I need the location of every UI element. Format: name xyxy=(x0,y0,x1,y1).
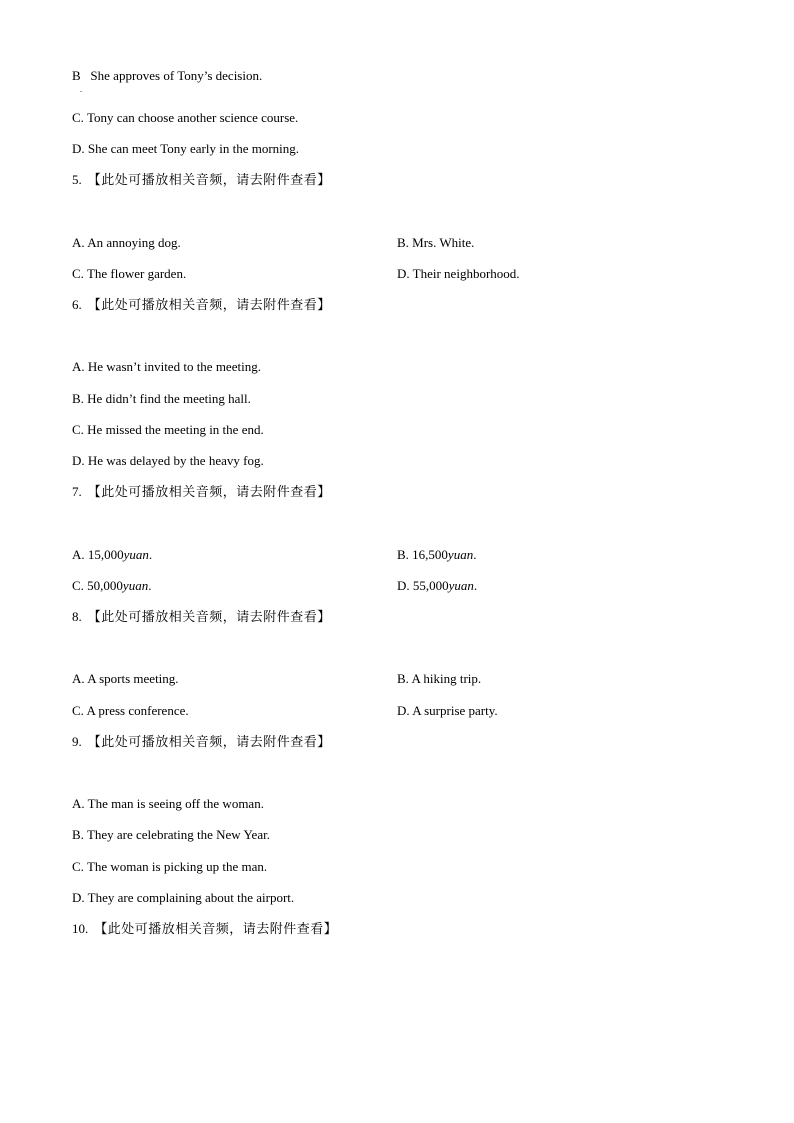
audio-placeholder: 【此处可播放相关音频，请去附件查看】 xyxy=(94,921,338,936)
option-text: A surprise party. xyxy=(412,703,498,718)
q5-option-a xyxy=(72,235,181,251)
option-amount: 50,000 xyxy=(87,578,123,593)
option-letter: C. xyxy=(72,578,84,593)
option-amount: 15,000 xyxy=(87,547,124,562)
option-letter: D. xyxy=(397,703,410,718)
option-letter: B xyxy=(72,68,81,83)
option-letter: D. xyxy=(72,141,85,156)
option-letter: B. xyxy=(397,235,409,250)
option-letter: A. xyxy=(72,235,85,250)
option-text: He didn’t find the meeting hall. xyxy=(87,391,251,406)
option-letter: B. xyxy=(72,827,84,842)
audio-placeholder: 【此处可播放相关音频，请去附件查看】 xyxy=(87,297,331,312)
option-letter: C. xyxy=(72,703,84,718)
option-text: The woman is picking up the man. xyxy=(86,859,268,874)
option-text: An annoying dog. xyxy=(87,235,181,250)
q7-option-a: A. 15,000yuan. xyxy=(72,547,153,562)
q10-stem xyxy=(72,921,337,937)
audio-placeholder: 【此处可播放相关音频，请去附件查看】 xyxy=(87,484,331,499)
audio-placeholder: 【此处可播放相关音频，请去附件查看】 xyxy=(87,609,331,624)
option-text: A hiking trip. xyxy=(411,671,482,686)
option-letter: D. xyxy=(397,266,410,281)
option-letter: C. xyxy=(72,422,84,437)
question-number: 6. xyxy=(72,297,82,312)
q9-option-a xyxy=(72,796,264,812)
q8-stem xyxy=(72,609,331,625)
q9-option-b xyxy=(72,827,270,843)
q4-option-d xyxy=(72,141,299,157)
option-amount: 16,500 xyxy=(412,547,448,562)
q7-option-d: D. 55,000yuan. xyxy=(397,578,478,593)
q7-option-c: C. 50,000yuan. xyxy=(72,578,152,593)
option-letter: B. xyxy=(72,391,84,406)
q5-stem xyxy=(72,172,331,188)
option-text: She approves of Tony’s decision. xyxy=(90,68,263,83)
option-letter: A. xyxy=(72,547,85,562)
currency-unit: yuan xyxy=(122,578,149,593)
option-letter: D. xyxy=(72,890,85,905)
audio-placeholder: 【此处可播放相关音频，请去附件查看】 xyxy=(87,734,331,749)
option-text: He wasn’t invited to the meeting. xyxy=(87,359,261,374)
option-text: Mrs. White. xyxy=(412,235,475,250)
question-number: 9. xyxy=(72,734,82,749)
option-text: A sports meeting. xyxy=(87,671,179,686)
option-text: Their neighborhood. xyxy=(412,266,520,281)
option-text: A press conference. xyxy=(86,703,189,718)
option-letter: A. xyxy=(72,359,85,374)
q6-option-d xyxy=(72,453,264,469)
q6-stem xyxy=(72,297,331,313)
audio-placeholder: 【此处可播放相关音频，请去附件查看】 xyxy=(87,172,331,187)
q4-option-c xyxy=(72,110,298,126)
q6-option-a xyxy=(72,359,261,375)
option-letter: C. xyxy=(72,859,84,874)
option-letter: A. xyxy=(72,796,85,811)
option-letter: A. xyxy=(72,671,85,686)
q9-option-c xyxy=(72,859,267,875)
option-text: Tony can choose another science course. xyxy=(86,110,299,125)
option-letter: D. xyxy=(397,578,410,593)
option-letter: B. xyxy=(397,671,409,686)
option-letter: D. xyxy=(72,453,85,468)
option-amount: 55,000 xyxy=(412,578,449,593)
question-number: 7. xyxy=(72,484,82,499)
q5-option-c xyxy=(72,266,186,282)
q6-option-c xyxy=(72,422,264,438)
q4-option-b xyxy=(72,68,262,84)
q8-option-b xyxy=(397,671,481,687)
option-letter: C. xyxy=(72,110,84,125)
option-letter: B. xyxy=(397,547,409,562)
q6-option-b xyxy=(72,391,251,407)
stray-dot: . xyxy=(80,85,82,94)
currency-unit: yuan xyxy=(448,578,474,593)
option-text: They are complaining about the airport. xyxy=(87,890,295,905)
q5-option-b xyxy=(397,235,474,251)
option-letter: C. xyxy=(72,266,84,281)
currency-unit: yuan xyxy=(447,547,474,562)
q5-option-d xyxy=(397,266,520,282)
question-number: 5. xyxy=(72,172,82,187)
option-text: They are celebrating the New Year. xyxy=(86,827,270,842)
question-number: 10. xyxy=(72,921,89,936)
currency-unit: yuan xyxy=(123,547,149,562)
q7-option-b: B. 16,500yuan. xyxy=(397,547,477,562)
option-text: He missed the meeting in the end. xyxy=(87,422,264,437)
option-text: She can meet Tony early in the morning. xyxy=(87,141,300,156)
q9-option-d xyxy=(72,890,294,906)
option-text: The man is seeing off the woman. xyxy=(87,796,264,811)
option-text: He was delayed by the heavy fog. xyxy=(87,453,264,468)
q8-option-c xyxy=(72,703,189,719)
question-number: 8. xyxy=(72,609,82,624)
q8-option-a xyxy=(72,671,179,687)
q9-stem xyxy=(72,734,331,750)
option-text: The flower garden. xyxy=(86,266,187,281)
q8-option-d xyxy=(397,703,498,719)
q7-stem xyxy=(72,484,331,500)
